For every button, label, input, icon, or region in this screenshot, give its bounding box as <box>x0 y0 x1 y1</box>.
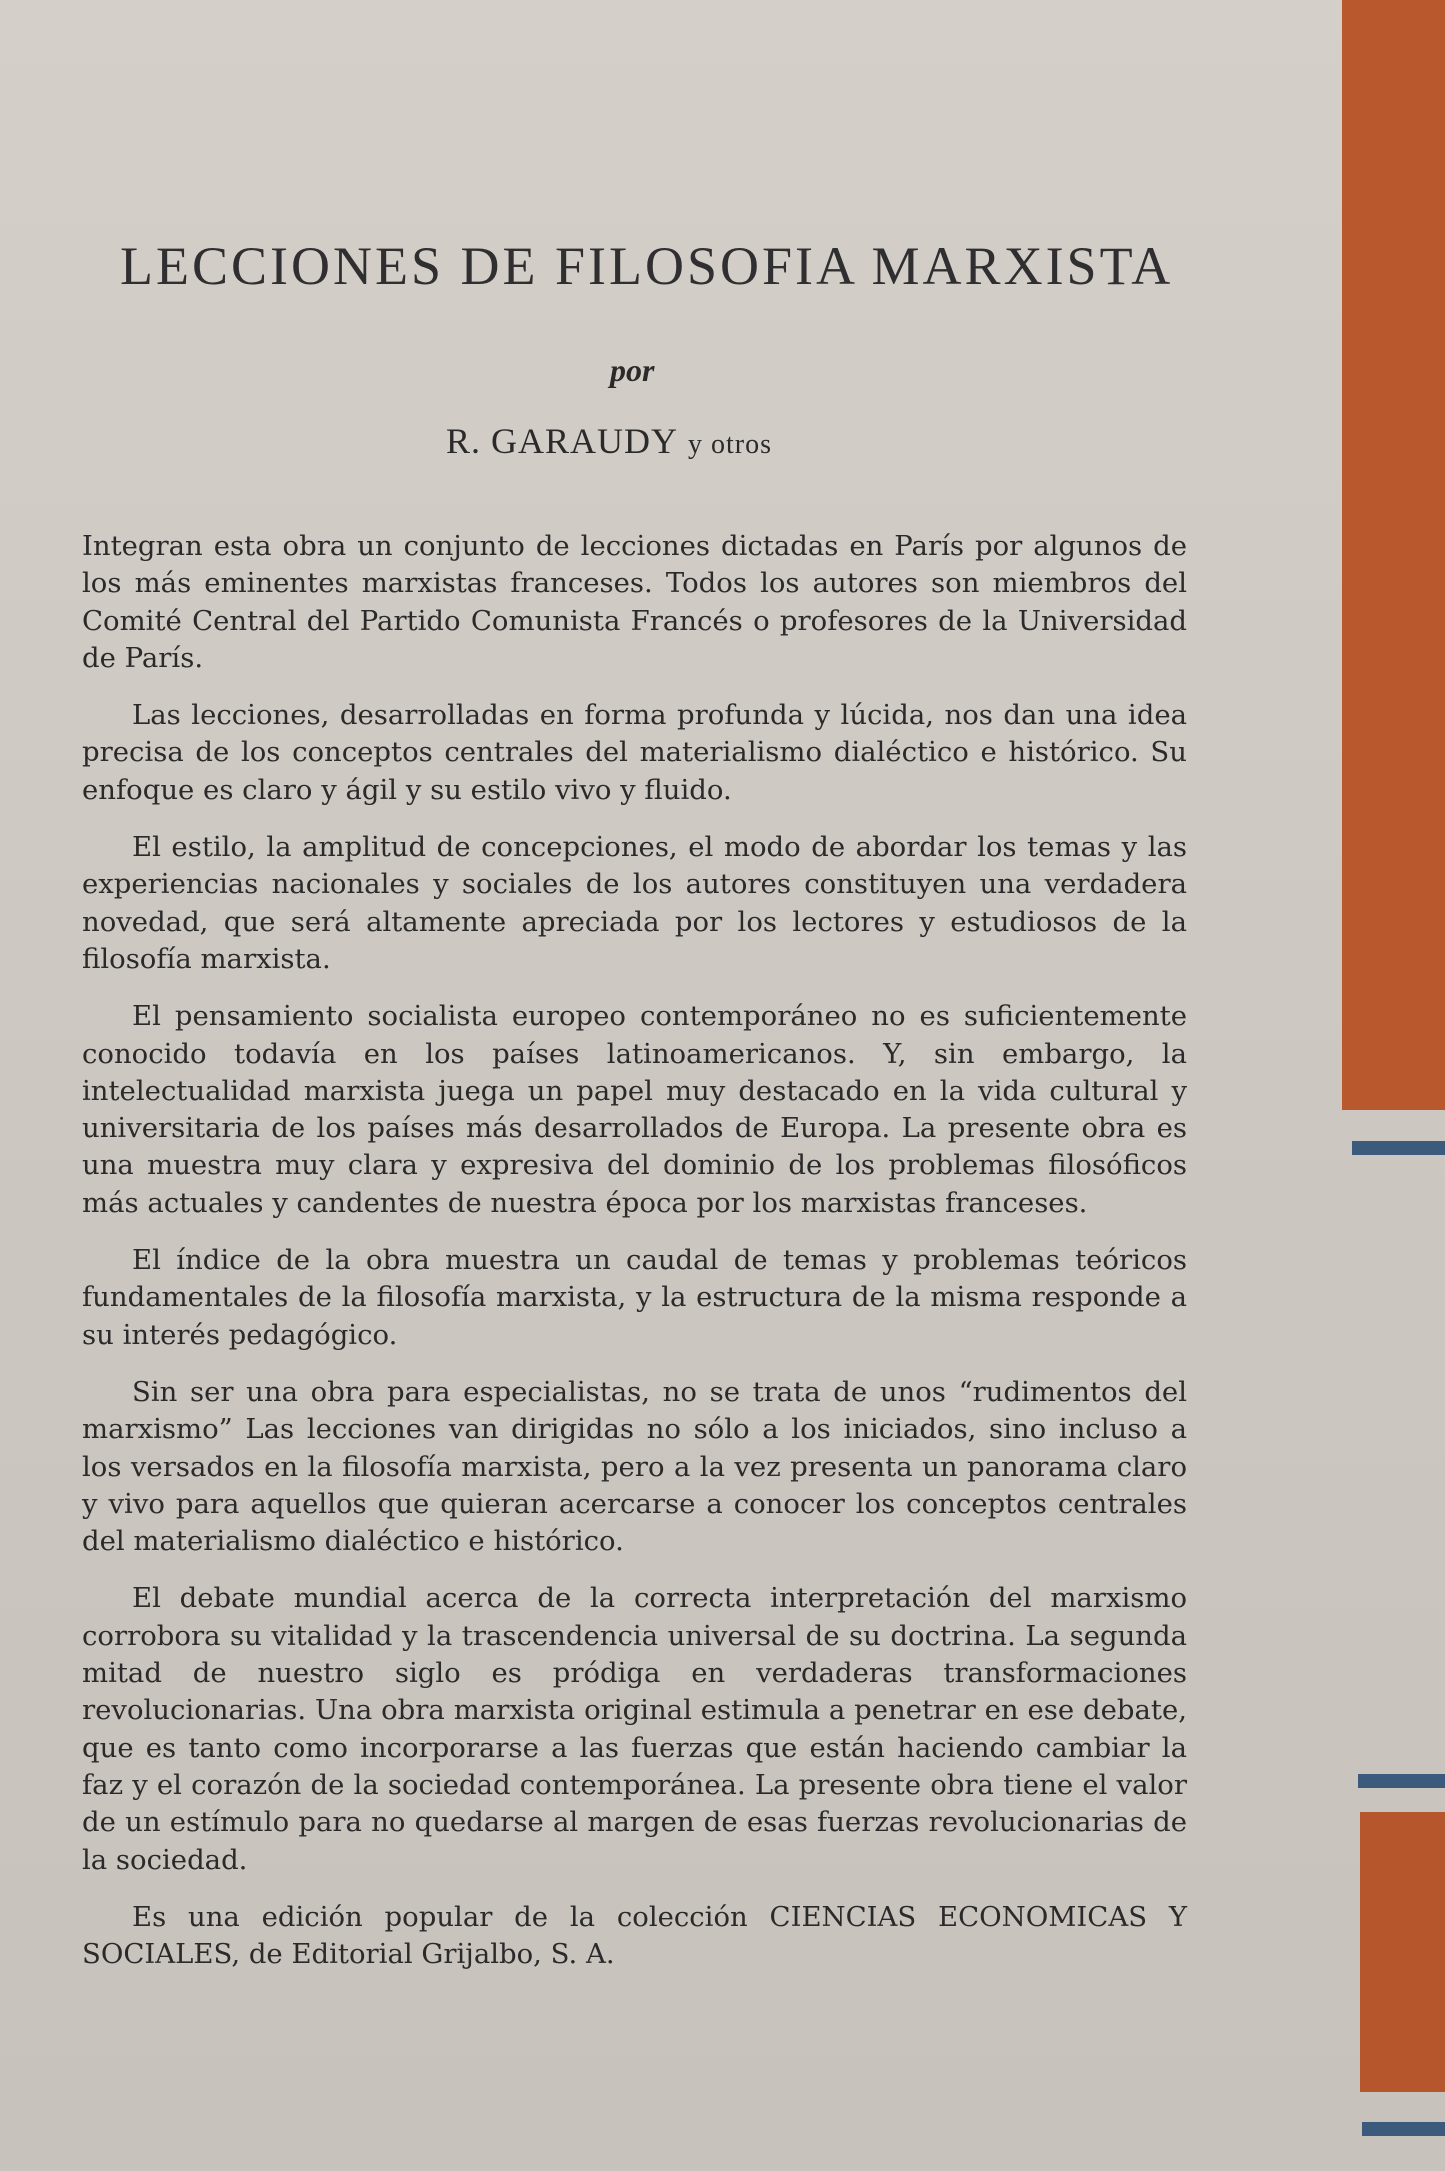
paragraph-8: Es una edición popular de la colección CIENCIAS ECONOMICAS Y SOCIALES, de Editorial Grijalbo, S. A. <box>82 1900 1187 1971</box>
blue-stripe-upper <box>1352 1141 1445 1155</box>
book-title: LECCIONES DE FILOSOFIA MARXISTA <box>120 236 1174 296</box>
by-line: por <box>610 352 655 388</box>
author-name: R. GARAUDY <box>446 421 679 461</box>
paragraph-4: El pensamiento socialista europeo contemporáneo no es suficientemente conocido todavía en los países latinoamericanos. Y, sin embargo, la intelectualidad marxista juega un papel muy destacado en la vida cultural y universitaria de los países más desarrollados de Europa. La presente obra es una muestra muy clara y expresiva del dominio de los problemas filosóficos más actuales y candentes de nuestra época por los marxistas franceses. <box>82 1000 1187 1219</box>
blurb-text <box>82 528 1187 1993</box>
paragraph-3: El estilo, la amplitud de concepciones, el modo de abordar los temas y las experiencias nacionales y sociales de los autores constituyen una verdadera novedad, que será altamente apreciada por los lectores y estudiosos de la filosofía marxista. <box>82 831 1187 975</box>
paragraph-5: El índice de la obra muestra un caudal de temas y problemas teóricos fundamentales de la filosofía marxista, y la estructura de la misma responde a su interés pedagógico. <box>82 1244 1187 1351</box>
paragraph-1: Integran esta obra un conjunto de lecciones dictadas en París por algunos de los más eminentes marxistas franceses. Todos los autores son miembros del Comité Central del Partido Comunista Francés o profesores de la Universidad de París. <box>82 530 1187 674</box>
paragraph-7: El debate mundial acerca de la correcta interpretación del marxismo corrobora su vitalidad y la trascendencia universal de su doctrina. La segunda mitad de nuestro siglo es pródiga en verdaderas transformaciones revolucionarias. Una obra marxista original estimula a penetrar en ese debate, que es tanto como incorporarse a las fuerzas que están haciendo cambiar la faz y el corazón de la sociedad contemporánea. La presente obra tiene el valor de un estímulo para no quedarse al margen de esas fuerzas revolucionarias de la sociedad. <box>82 1582 1187 1876</box>
paragraph-6: Sin ser una obra para especialistas, no se trata de unos “rudimentos del marxismo” Las lecciones van dirigidas no sólo a los iniciados, sino incluso a los versados en la filosofía marxista, pero a la vez presenta un panorama claro y vivo para aquellos que quieran acercarse a conocer los conceptos centrales del materialismo dialéctico e histórico. <box>82 1375 1187 1558</box>
author-line <box>446 420 772 462</box>
blue-stripe-lower <box>1362 2122 1445 2136</box>
paragraph-2: Las lecciones, desarrolladas en forma profunda y lúcida, nos dan una idea precisa de los conceptos centrales del materialismo dialéctico e histórico. Su enfoque es claro y ágil y su estilo vivo y fluido. <box>82 699 1187 806</box>
orange-stripe-top <box>1342 0 1445 1110</box>
author-suffix: y otros <box>688 429 773 460</box>
blue-stripe-middle <box>1358 1774 1445 1788</box>
orange-stripe-bottom <box>1360 1812 1445 2092</box>
